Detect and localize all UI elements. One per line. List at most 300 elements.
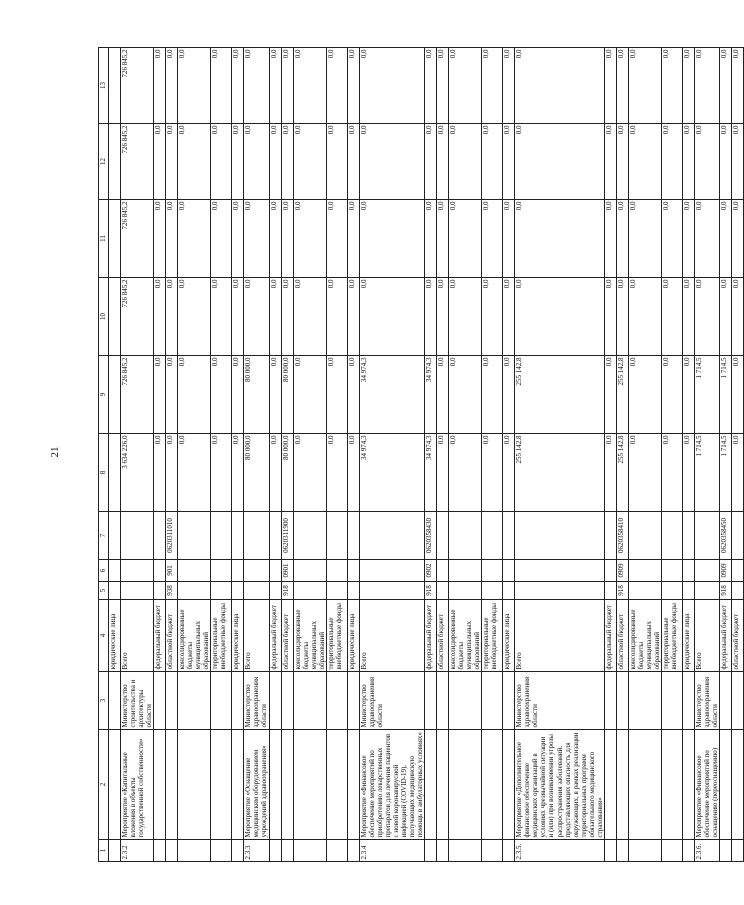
cell-c4: областной бюджет <box>437 600 449 672</box>
cell-c3 <box>211 672 232 730</box>
cell-c11: 0,0 <box>211 200 232 278</box>
cell-c11: 0,0 <box>359 200 424 278</box>
cell-c7: 0620358450 <box>720 512 732 560</box>
cell-c3 <box>616 672 628 730</box>
cell-c3 <box>269 672 281 730</box>
cell-c5: 918 <box>281 582 293 600</box>
cell-c10: 0,0 <box>211 278 232 356</box>
cell-c4: федеральный бюджет <box>154 600 166 672</box>
cell-c3: Министерство строительства и архитектуры области <box>121 672 154 730</box>
cell-c11: 0,0 <box>437 200 449 278</box>
cell-c2 <box>154 730 166 840</box>
cell-c12: 0,0 <box>661 124 682 200</box>
cell-c4: Всего <box>244 600 269 672</box>
cell-c3 <box>232 672 244 730</box>
cell-c2 <box>449 730 482 840</box>
cell-c10: 0,0 <box>359 278 424 356</box>
table-row <box>449 48 482 862</box>
cell-c10: 726 845,2 <box>121 278 154 356</box>
cell-c6 <box>326 560 347 582</box>
cell-c7 <box>293 512 326 560</box>
cell-c13: 0,0 <box>244 48 269 124</box>
column-number-row <box>99 48 109 862</box>
cell-c13: 0,0 <box>515 48 605 124</box>
cell-c3 <box>425 672 437 730</box>
cell-c1 <box>269 840 281 862</box>
cell-c2 <box>682 730 694 840</box>
cell-c8: 34 974,3 <box>425 434 437 512</box>
cell-c13: 0,0 <box>281 48 293 124</box>
col-header: 7 <box>99 512 109 560</box>
cell-c6: 0909 <box>616 560 628 582</box>
cell-c12: 0,0 <box>515 124 605 200</box>
table-row <box>682 48 694 862</box>
cell-c7 <box>121 512 154 560</box>
cell-c1: 2.3.4 <box>359 840 424 862</box>
cell-c10: 0,0 <box>694 278 719 356</box>
cell-c9: 0,0 <box>166 356 178 434</box>
cell-c13: 0,0 <box>449 48 482 124</box>
cell-c1 <box>232 840 244 862</box>
cell-c1 <box>293 840 326 862</box>
cell-c11: 0,0 <box>628 200 661 278</box>
cell-c5 <box>359 582 424 600</box>
cell-c6 <box>359 560 424 582</box>
cell-c8: 0,0 <box>628 434 661 512</box>
cell-c13: 0,0 <box>178 48 211 124</box>
cell-c11: 0,0 <box>154 200 166 278</box>
cell-c6 <box>503 560 515 582</box>
cell-c9: 0,0 <box>682 356 694 434</box>
cell-c12: 0,0 <box>232 124 244 200</box>
cell-c9: 34 974,3 <box>425 356 437 434</box>
cell-c13: 0,0 <box>682 48 694 124</box>
cell-c4: Всего <box>121 600 154 672</box>
cell-c6: 0909 <box>720 560 732 582</box>
cell-c10: 0,0 <box>732 278 744 356</box>
cell-c12: 0,0 <box>211 124 232 200</box>
cell-c2 <box>166 730 178 840</box>
cell-c8: 0,0 <box>166 434 178 512</box>
cell-c5 <box>449 582 482 600</box>
cell-c11: 0,0 <box>694 200 719 278</box>
cell-c7 <box>732 512 744 560</box>
table-row <box>628 48 661 862</box>
cell-c12: 0,0 <box>732 124 744 200</box>
cell-c1 <box>732 840 744 862</box>
table-row <box>720 48 732 862</box>
cell-c11: 0,0 <box>661 200 682 278</box>
cell-c11: 0,0 <box>293 200 326 278</box>
cell-c13: 0,0 <box>154 48 166 124</box>
table-row <box>211 48 232 862</box>
cell-c3 <box>178 672 211 730</box>
cell-c2 <box>109 730 121 840</box>
cell-c4: Всего <box>694 600 719 672</box>
cell-c7 <box>232 512 244 560</box>
cell-c11: 0,0 <box>503 200 515 278</box>
cell-c2 <box>503 730 515 840</box>
cell-c10: 0,0 <box>154 278 166 356</box>
cell-c2 <box>281 730 293 840</box>
cell-c1 <box>109 840 121 862</box>
cell-c8: 0,0 <box>326 434 347 512</box>
cell-c9: 0,0 <box>732 356 744 434</box>
cell-c11: 0,0 <box>244 200 269 278</box>
cell-c7: 0620311900 <box>281 512 293 560</box>
cell-c1 <box>482 840 503 862</box>
cell-c5: 938 <box>166 582 178 600</box>
cell-c13: 0,0 <box>437 48 449 124</box>
cell-c2: Мероприятие «Капитальные вложения в объекты государственной собственности» <box>121 730 154 840</box>
cell-c12: 0,0 <box>166 124 178 200</box>
cell-c10: 0,0 <box>281 278 293 356</box>
cell-c2 <box>628 730 661 840</box>
cell-c8: 0,0 <box>293 434 326 512</box>
cell-c6 <box>732 560 744 582</box>
cell-c5 <box>503 582 515 600</box>
cell-c7: 0620358410 <box>616 512 628 560</box>
cell-c3 <box>682 672 694 730</box>
cell-c9: 0,0 <box>211 356 232 434</box>
cell-c10 <box>109 278 121 356</box>
cell-c12: 0,0 <box>347 124 359 200</box>
cell-c10: 0,0 <box>515 278 605 356</box>
cell-c11: 0,0 <box>616 200 628 278</box>
budget-table <box>98 47 744 862</box>
cell-c4: областной бюджет <box>616 600 628 672</box>
cell-c7: 0620311010 <box>166 512 178 560</box>
table-row <box>244 48 269 862</box>
cell-c12: 0,0 <box>628 124 661 200</box>
table-row <box>347 48 359 862</box>
cell-c7 <box>482 512 503 560</box>
cell-c5 <box>628 582 661 600</box>
cell-c7 <box>682 512 694 560</box>
cell-c8: 255 142,8 <box>616 434 628 512</box>
cell-c13: 0,0 <box>232 48 244 124</box>
cell-c11: 0,0 <box>232 200 244 278</box>
cell-c8: 80 000,0 <box>281 434 293 512</box>
cell-c7 <box>515 512 605 560</box>
cell-c10: 0,0 <box>661 278 682 356</box>
cell-c3 <box>503 672 515 730</box>
cell-c5 <box>178 582 211 600</box>
cell-c3 <box>732 672 744 730</box>
cell-c4: консолидированные бюджеты муниципальных образований <box>293 600 326 672</box>
cell-c1 <box>437 840 449 862</box>
col-header: 9 <box>99 356 109 434</box>
cell-c1 <box>347 840 359 862</box>
cell-c13: 726 845,2 <box>121 48 154 124</box>
cell-c8: 0,0 <box>269 434 281 512</box>
cell-c9: 0,0 <box>503 356 515 434</box>
cell-c8: 3 634 226,0 <box>121 434 154 512</box>
cell-c3 <box>326 672 347 730</box>
cell-c3 <box>109 672 121 730</box>
cell-c3 <box>449 672 482 730</box>
cell-c1 <box>326 840 347 862</box>
table-row <box>121 48 154 862</box>
cell-c10: 0,0 <box>449 278 482 356</box>
cell-c9: 726 845,2 <box>121 356 154 434</box>
cell-c4: федеральный бюджет <box>425 600 437 672</box>
cell-c2 <box>232 730 244 840</box>
cell-c12: 726 845,2 <box>121 124 154 200</box>
cell-c13 <box>109 48 121 124</box>
cell-c6 <box>211 560 232 582</box>
cell-c6 <box>628 560 661 582</box>
cell-c1 <box>211 840 232 862</box>
cell-c7 <box>178 512 211 560</box>
cell-c13: 0,0 <box>269 48 281 124</box>
cell-c10: 0,0 <box>232 278 244 356</box>
cell-c4: областной бюджет <box>732 600 744 672</box>
cell-c13: 0,0 <box>628 48 661 124</box>
cell-c11: 0,0 <box>425 200 437 278</box>
cell-c10: 0,0 <box>293 278 326 356</box>
cell-c3 <box>293 672 326 730</box>
cell-c11: 0,0 <box>482 200 503 278</box>
cell-c6 <box>269 560 281 582</box>
cell-c13: 0,0 <box>293 48 326 124</box>
cell-c4: территориальные внебюджетные фонды <box>326 600 347 672</box>
cell-c2 <box>604 730 616 840</box>
cell-c13: 0,0 <box>616 48 628 124</box>
cell-c4: областной бюджет <box>166 600 178 672</box>
cell-c7 <box>347 512 359 560</box>
table-row <box>293 48 326 862</box>
cell-c11: 0,0 <box>347 200 359 278</box>
cell-c6 <box>449 560 482 582</box>
cell-c9: 0,0 <box>628 356 661 434</box>
cell-c9: 255 142,8 <box>616 356 628 434</box>
cell-c9: 34 974,3 <box>359 356 424 434</box>
cell-c6 <box>682 560 694 582</box>
cell-c7 <box>694 512 719 560</box>
cell-c9 <box>109 356 121 434</box>
cell-c8: 0,0 <box>232 434 244 512</box>
table-row <box>616 48 628 862</box>
cell-c1: 2.3.3 <box>244 840 269 862</box>
col-header: 1 <box>99 840 109 862</box>
table-row <box>269 48 281 862</box>
cell-c12: 0,0 <box>503 124 515 200</box>
cell-c8: 0,0 <box>449 434 482 512</box>
cell-c8: 1 714,5 <box>694 434 719 512</box>
cell-c9: 80 000,0 <box>281 356 293 434</box>
cell-c8: 0,0 <box>482 434 503 512</box>
cell-c5 <box>269 582 281 600</box>
cell-c9: 0,0 <box>269 356 281 434</box>
cell-c7 <box>449 512 482 560</box>
cell-c5: 918 <box>616 582 628 600</box>
cell-c7 <box>604 512 616 560</box>
col-header: 13 <box>99 48 109 124</box>
table-row <box>232 48 244 862</box>
cell-c13: 0,0 <box>604 48 616 124</box>
cell-c9: 1 714,5 <box>720 356 732 434</box>
cell-c8: 0,0 <box>682 434 694 512</box>
table-row <box>482 48 503 862</box>
table-row <box>437 48 449 862</box>
cell-c5: 918 <box>425 582 437 600</box>
cell-c5 <box>682 582 694 600</box>
cell-c11: 0,0 <box>281 200 293 278</box>
table-row <box>281 48 293 862</box>
cell-c7 <box>109 512 121 560</box>
col-header: 8 <box>99 434 109 512</box>
cell-c9: 1 714,5 <box>694 356 719 434</box>
cell-c12 <box>109 124 121 200</box>
cell-c6 <box>661 560 682 582</box>
cell-c9: 0,0 <box>661 356 682 434</box>
cell-c1 <box>628 840 661 862</box>
cell-c8: 0,0 <box>178 434 211 512</box>
cell-c4: юридические лица <box>682 600 694 672</box>
cell-c7 <box>661 512 682 560</box>
cell-c9: 0,0 <box>178 356 211 434</box>
table-row <box>604 48 616 862</box>
cell-c9: 255 142,8 <box>515 356 605 434</box>
cell-c11: 0,0 <box>166 200 178 278</box>
cell-c6: 0902 <box>425 560 437 582</box>
cell-c11: 0,0 <box>515 200 605 278</box>
cell-c4: юридические лица <box>109 600 121 672</box>
cell-c4: федеральный бюджет <box>720 600 732 672</box>
cell-c5 <box>437 582 449 600</box>
cell-c2 <box>293 730 326 840</box>
cell-c13: 0,0 <box>326 48 347 124</box>
cell-c10: 0,0 <box>720 278 732 356</box>
cell-c12: 0,0 <box>154 124 166 200</box>
cell-c2 <box>482 730 503 840</box>
cell-c6 <box>178 560 211 582</box>
cell-c10: 0,0 <box>269 278 281 356</box>
cell-c1: 2.3.6. <box>694 840 719 862</box>
cell-c9: 80 000,0 <box>244 356 269 434</box>
cell-c9: 0,0 <box>232 356 244 434</box>
cell-c1 <box>281 840 293 862</box>
cell-c12: 0,0 <box>720 124 732 200</box>
cell-c4: консолидированные бюджеты муниципальных образований <box>628 600 661 672</box>
cell-c2 <box>178 730 211 840</box>
cell-c13: 0,0 <box>359 48 424 124</box>
cell-c12: 0,0 <box>281 124 293 200</box>
cell-c13: 0,0 <box>166 48 178 124</box>
table-row <box>326 48 347 862</box>
cell-c8: 34 974,3 <box>359 434 424 512</box>
cell-c2 <box>326 730 347 840</box>
cell-c5 <box>232 582 244 600</box>
cell-c5 <box>109 582 121 600</box>
cell-c10: 0,0 <box>437 278 449 356</box>
table-row <box>109 48 121 862</box>
cell-c11: 0,0 <box>604 200 616 278</box>
cell-c10: 0,0 <box>166 278 178 356</box>
cell-c2: Мероприятие «Финансовое обеспечение мероприятий по приобретению лекарственных препаратов для лечения пациентов с новой коронавирусной инфекцией (COVID-19), получающих медицинскую помощь в амбулаторных условиях» <box>359 730 424 840</box>
cell-c4: Всего <box>515 600 605 672</box>
cell-c8: 0,0 <box>503 434 515 512</box>
cell-c3 <box>281 672 293 730</box>
cell-c4: областной бюджет <box>281 600 293 672</box>
cell-c12: 0,0 <box>269 124 281 200</box>
cell-c1: 2.3.2 <box>121 840 154 862</box>
cell-c4: федеральный бюджет <box>269 600 281 672</box>
cell-c12: 0,0 <box>616 124 628 200</box>
cell-c9: 0,0 <box>293 356 326 434</box>
cell-c13: 0,0 <box>425 48 437 124</box>
cell-c2 <box>732 730 744 840</box>
cell-c11: 0,0 <box>449 200 482 278</box>
cell-c12: 0,0 <box>694 124 719 200</box>
cell-c2 <box>347 730 359 840</box>
cell-c10: 0,0 <box>604 278 616 356</box>
cell-c6: 901 <box>166 560 178 582</box>
cell-c1 <box>425 840 437 862</box>
cell-c3 <box>661 672 682 730</box>
table-row <box>515 48 605 862</box>
cell-c12: 0,0 <box>178 124 211 200</box>
rotated-table-container <box>98 49 741 862</box>
cell-c10: 0,0 <box>326 278 347 356</box>
cell-c1: 2.3.5. <box>515 840 605 862</box>
table-row <box>166 48 178 862</box>
cell-c4: территориальные внебюджетные фонды <box>661 600 682 672</box>
cell-c10: 0,0 <box>682 278 694 356</box>
cell-c9: 0,0 <box>482 356 503 434</box>
table-row <box>425 48 437 862</box>
cell-c8: 0,0 <box>661 434 682 512</box>
cell-c2 <box>437 730 449 840</box>
cell-c11 <box>109 200 121 278</box>
cell-c10: 0,0 <box>628 278 661 356</box>
cell-c12: 0,0 <box>244 124 269 200</box>
cell-c9: 0,0 <box>449 356 482 434</box>
cell-c12: 0,0 <box>437 124 449 200</box>
cell-c7 <box>211 512 232 560</box>
cell-c1 <box>449 840 482 862</box>
cell-c7 <box>244 512 269 560</box>
cell-c3 <box>604 672 616 730</box>
col-header: 3 <box>99 672 109 730</box>
cell-c2 <box>211 730 232 840</box>
cell-c3: Министерство здравоохранения области <box>244 672 269 730</box>
cell-c3 <box>437 672 449 730</box>
cell-c7 <box>628 512 661 560</box>
cell-c1 <box>503 840 515 862</box>
cell-c6 <box>293 560 326 582</box>
cell-c3 <box>154 672 166 730</box>
cell-c11: 726 845,2 <box>121 200 154 278</box>
cell-c10: 0,0 <box>347 278 359 356</box>
cell-c8: 1 714,5 <box>720 434 732 512</box>
cell-c2: Мероприятие «Финансовое обеспечение мероприятий по оснащению (переоснащению) <box>694 730 719 840</box>
cell-c6 <box>515 560 605 582</box>
cell-c13: 0,0 <box>732 48 744 124</box>
cell-c6: 0901 <box>281 560 293 582</box>
cell-c10: 0,0 <box>482 278 503 356</box>
cell-c2 <box>269 730 281 840</box>
cell-c2: Мероприятие «Дополнительное финансовое обеспечение медицинских организаций в условиях чрезвычайной ситуации и (или) при возникновении угрозы распространения заболеваний, представляющих опасность для окружающих, в рамках реализации территориальных программ обязательного медицинского страхования» <box>515 730 605 840</box>
cell-c8: 0,0 <box>604 434 616 512</box>
cell-c1 <box>604 840 616 862</box>
cell-c6 <box>109 560 121 582</box>
cell-c8: 0,0 <box>154 434 166 512</box>
cell-c11: 0,0 <box>178 200 211 278</box>
cell-c9: 0,0 <box>604 356 616 434</box>
table-row <box>694 48 719 862</box>
